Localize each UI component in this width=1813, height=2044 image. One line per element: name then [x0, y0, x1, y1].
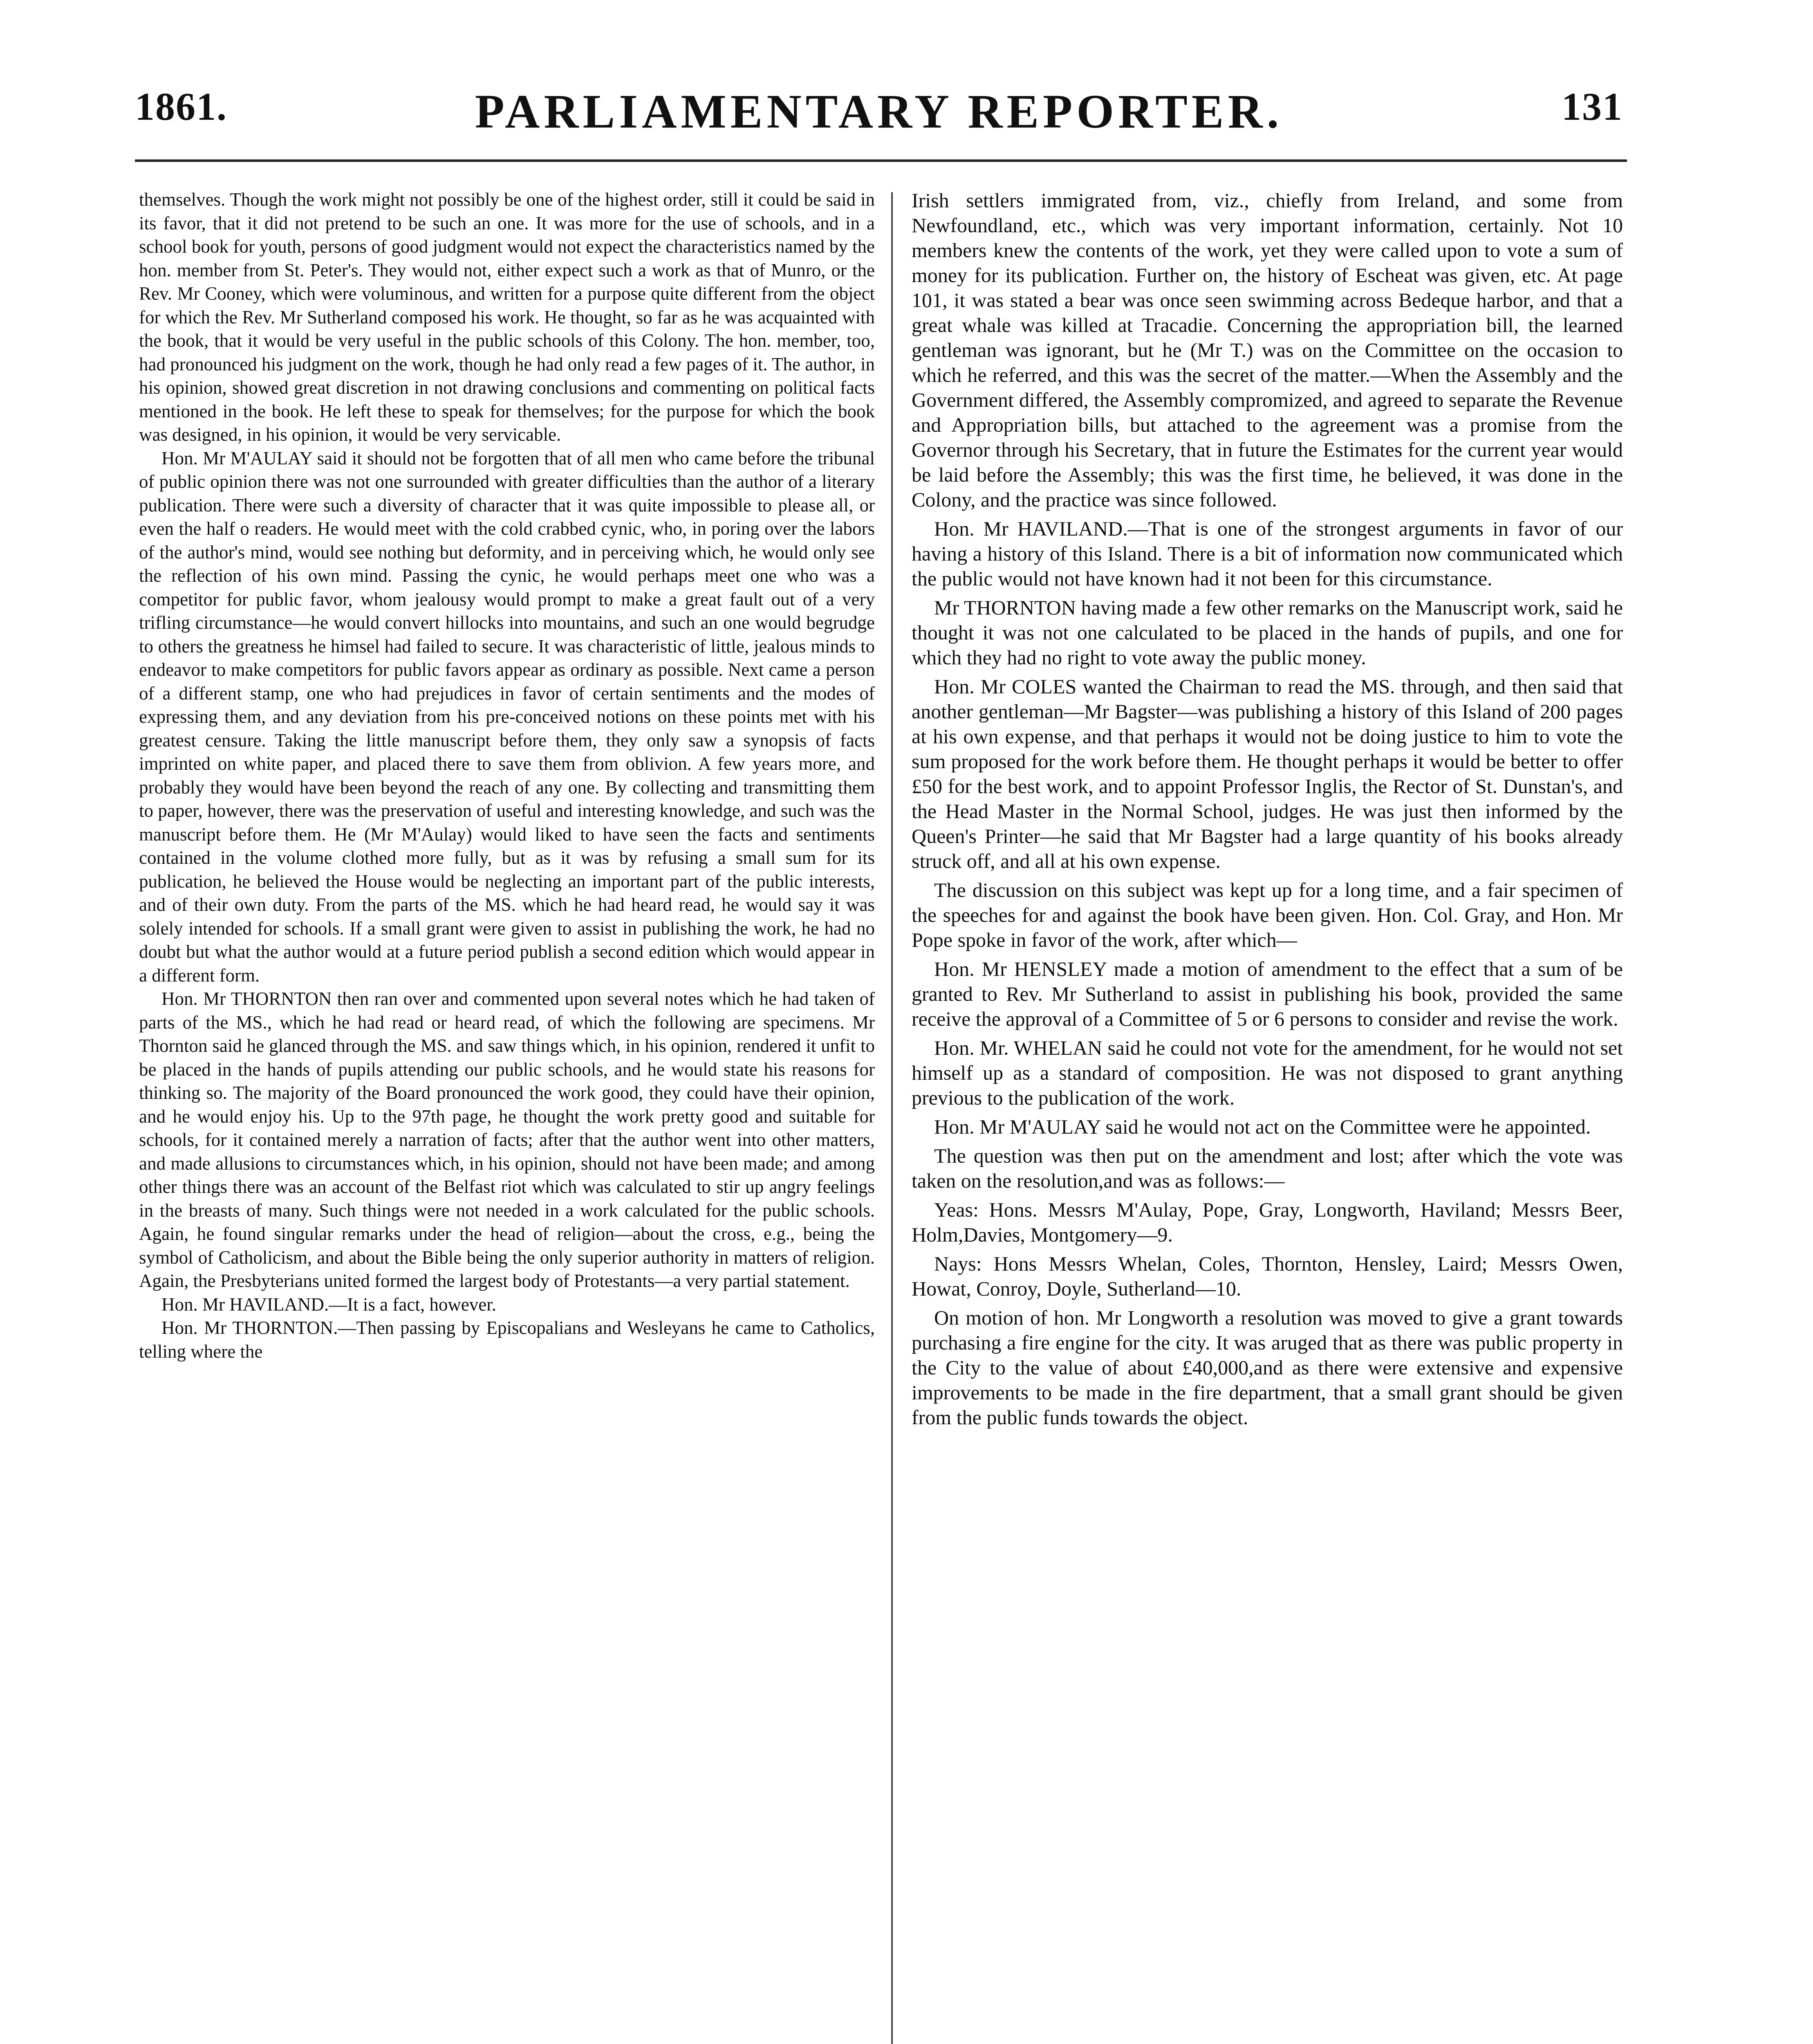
- header-page-number: 131: [1562, 85, 1623, 128]
- paragraph: Hon. Mr. WHELAN said he could not vote for the amendment, for he would not set himself up as a standard of composition. He was not disposed to grant anything previous to the publication of the work.: [912, 1036, 1623, 1109]
- paragraph: Hon. Mr THORNTON.—Then passing by Episcopalians and Wesleyans he came to Catholics, telling where the: [139, 1318, 875, 1362]
- paragraph: Hon. Mr COLES wanted the Chairman to read the MS. through, and then said that another gentleman—Mr Bagster—was publishing a history of this Island of 200 pages at his own expense, and that perhaps it would not be doing justice to him to vote the sum proposed for the work before them. He thought perhaps it would be better to offer £50 for the best work, and to appoint Professor Inglis, the Rector of St. Dunstan's, and the Head Master in the Normal School, judges. He was just then informed by the Queen's Printer—he said that Mr Bagster had a large quantity of his books already struck off, and all at his own expense.: [912, 675, 1623, 872]
- paragraph: Hon. Mr HAVILAND.—That is one of the strongest arguments in favor of our having a history of this Island. There is a bit of information now communicated which the public would not have known had it not been for this circumstance.: [912, 517, 1623, 590]
- page-header: [135, 76, 1623, 145]
- paragraph: The discussion on this subject was kept up for a long time, and a fair specimen of the speeches for and against the book have been given. Hon. Col. Gray, and Hon. Mr Pope spoke in favor of the work, after which—: [912, 879, 1623, 951]
- header-title: PARLIAMENTARY REPORTER.: [475, 85, 1283, 138]
- paragraph: Mr THORNTON having made a few other remarks on the Manuscript work, said he thought it was not one calculated to be placed in the hands of pupils, and one for which they had no right to vote away the public money.: [912, 596, 1623, 669]
- paragraph: Irish settlers immigrated from, viz., chiefly from Ireland, and some from Newfoundland, etc., which was very important information, certainly. Not 10 members knew the contents of the work, yet they were called upon to vote a sum of money for its publication. Further on, the history of Escheat was given, etc. At page 101, it was stated a bear was once seen swimming across Bedeque harbor, and that a great whale was killed at Tracadie. Concerning the appropriation bill, the learned gentleman was ignorant, but he (Mr T.) was on the Committee on the occasion to which he referred, and this was the secret of the matter.—When the Assembly and the Government differed, the Assembly compromized, and agreed to separate the Revenue and Appropriation bills, but attached to the agreement was a promise from the Governor through his Secretary, that in future the Estimates for the current year would be laid before the Assembly; this was the first time, he believed, it was done in the Colony, and the practice was since followed.: [912, 189, 1623, 511]
- paragraph: Hon. Mr THORNTON then ran over and commented upon several notes which he had taken of parts of the MS., which he had read or heard read, of which the following are specimens. Mr Thornton said he glanced through the MS. and saw things which, in his opinion, rendered it unfit to be placed in the hands of pupils attending our public schools, and he would state his reasons for thinking so. The majority of the Board pronounced the work good, they could have their opinion, and he would enjoy his. Up to the 97th page, he thought the work pretty good and suitable for schools, for it contained merely a narration of facts; after that the author went into other matters, and made allusions to circumstances which, in his opinion, should not have been made; and among other things there was an account of the Belfast riot which was calculated to stir up angry feelings in the breasts of many. Such things were not needed in a work calculated for the public schools. Again, he found singular remarks under the head of religion—about the cross, e.g., being the symbol of Catholicism, and about the Bible being the only superior authority in matters of religion. Again, the Presbyterians united formed the largest body of Protestants—a very partial statement.: [139, 988, 875, 1291]
- paragraph: The question was then put on the amendment and lost; after which the vote was taken on the resolution,and was as follows:—: [912, 1144, 1623, 1192]
- paragraph: Yeas: Hons. Messrs M'Aulay, Pope, Gray, Longworth, Haviland; Messrs Beer, Holm,Davies, Montgomery—9.: [912, 1198, 1623, 1246]
- paragraph: themselves. Though the work might not possibly be one of the highest order, still it could be said in its favor, that it did not pretend to be such an one. It was more for the use of schools, and in a school book for youth, persons of good judgment would not expect the characteristics named by the hon. member from St. Peter's. They would not, either expect such a work as that of Munro, or the Rev. Mr Cooney, which were voluminous, and written for a purpose quite different from the object for which the Rev. Mr Sutherland composed his work. He thought, so far as he was acquainted with the book, that it would be very useful in the public schools of this Colony. The hon. member, too, had pronounced his judgment on the work, though he had only read a few pages of it. The author, in his opinion, showed great discretion in not drawing conclusions and commenting on political facts mentioned in the book. He left these to speak for themselves; for the purpose for which the book was designed, in his opinion, it would be very servicable.: [139, 189, 875, 445]
- paragraph: Hon. Mr HAVILAND.—It is a fact, however.: [161, 1294, 497, 1315]
- paragraph: Hon. Mr M'AULAY said it should not be forgotten that of all men who came before the tribunal of public opinion there was not one surrounded with greater difficulties than the author of a literary publication. There were such a diversity of character that it was quite impossible to please all, or even the half o readers. He would meet with the cold crabbed cynic, who, in poring over the labors of the author's mind, would see nothing but deformity, and in perceiving which, he would only see the reflection of his own mind. Passing the cynic, he would perhaps meet one who was a competitor for public favor, whom jealousy would prompt to make a great fault out of a very trifling circumstance—he would convert hillocks into mountains, and such an one would begrudge to others the greatness he himsel had failed to secure. It was characteristic of little, jealous minds to endeavor to make competitors for public favors appear as ordinary as possible. Next came a person of a different stamp, one who had prejudices in favor of certain sentiments and the modes of expressing them, and any deviation from his pre-conceived notions on these points met with his greatest censure. Taking the little manuscript before them, they only saw a synopsis of facts imprinted on white paper, and placed there to save them from oblivion. A few years more, and probably they would have been beyond the reach of any one. By collecting and transmitting them to paper, however, there was the preservation of useful and interesting knowledge, and such was the manuscript before them. He (Mr M'Aulay) would liked to have seen the facts and sentiments contained in the volume clothed more fully, but as it was by refusing a small sum for its publication, he believed the House would be neglecting an important part of the public interests, and of their own duty. From the parts of the MS. which he had heard read, he would say it was solely intended for schools. If a small grant were given to assist in publishing the work, he had no doubt but what the author would at a future period publish a second edition which would appear in a different form.: [139, 448, 875, 986]
- paragraph: Hon. Mr M'AULAY said he would not act on the Committee were he appointed.: [934, 1115, 1591, 1138]
- column-divider: [891, 192, 893, 2044]
- paragraph: On motion of hon. Mr Longworth a resolution was moved to give a grant towards purchasing a fire engine for the city. It was aruged that as there was public property in the City to the value of about £40,000,and as there were extensive and expensive improvements to be made in the fire department, that a small grant should be given from the public funds towards the object.: [912, 1306, 1623, 1429]
- header-year: 1861.: [135, 85, 227, 128]
- paragraph: Nays: Hons Messrs Whelan, Coles, Thornton, Hensley, Laird; Messrs Owen, Howat, Conroy, Doyle, Sutherland—10.: [912, 1252, 1623, 1300]
- right-column: [912, 188, 1623, 2044]
- paragraph: Hon. Mr HENSLEY made a motion of amendment to the effect that a sum of be granted to Rev. Mr Sutherland to assist in publishing his book, provided the same receive the approval of a Committee of 5 or 6 persons to consider and revise the work.: [912, 957, 1623, 1030]
- header-rule: [135, 159, 1627, 162]
- left-column: [139, 188, 875, 2044]
